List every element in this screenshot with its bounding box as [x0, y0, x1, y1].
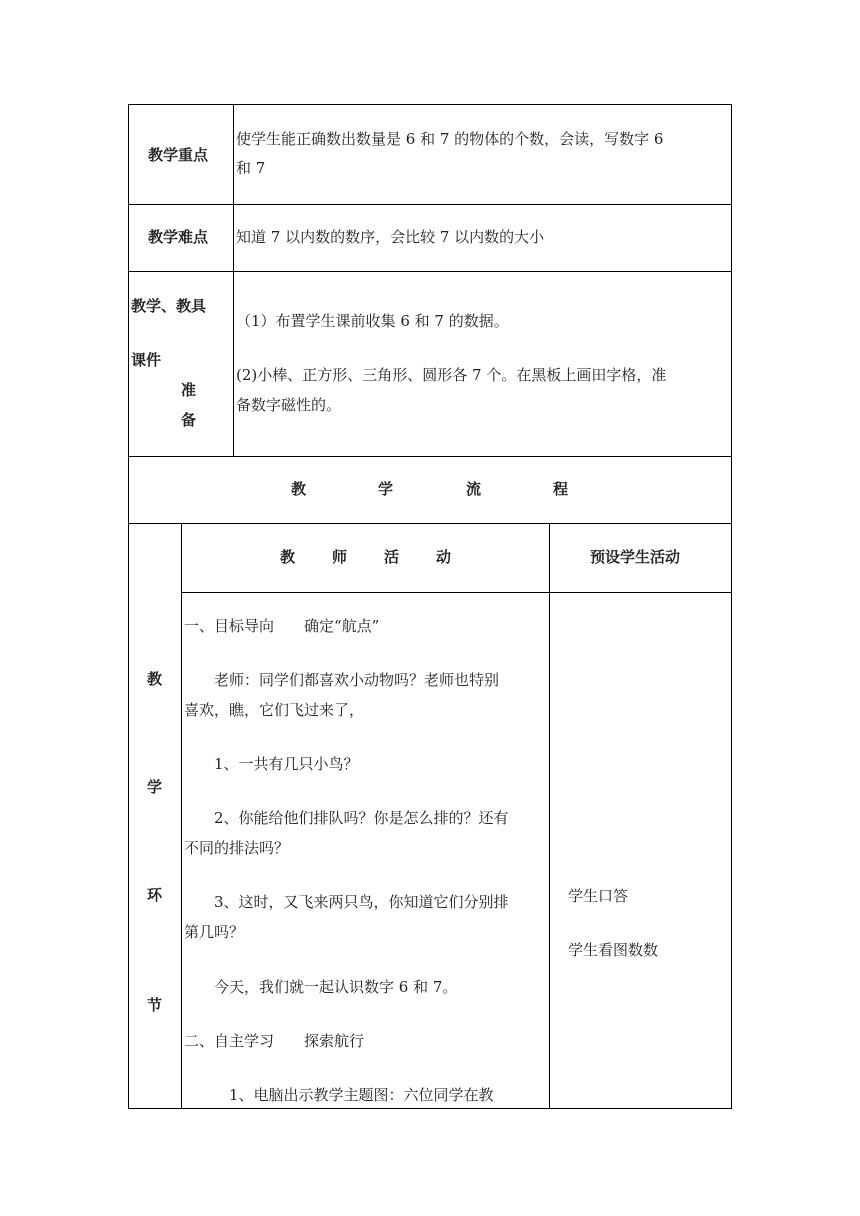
side-label-char: 教 [147, 670, 163, 688]
teacher-header-char: 活 [384, 548, 400, 566]
teacher-header-char: 教 [280, 548, 296, 566]
column-divider [233, 104, 234, 456]
teacher-header-char: 动 [436, 548, 452, 566]
prep-label-line-3: 准 [181, 381, 197, 399]
key-point-line-2: 和 7 [236, 159, 266, 177]
key-point-line-1: 使学生能正确数出数量是 6 和 7 的物体的个数，会读，写数字 6 [236, 130, 664, 148]
teacher-activity-line: 3、这时，又飞来两只鸟，你知道它们分别排 [184, 893, 509, 911]
column-divider [181, 523, 182, 1109]
teacher-activity-line: 喜欢，瞧，它们飞过来了， [184, 701, 365, 719]
difficulty-text: 知道 7 以内数的数序，会比较 7 以内数的大小 [236, 228, 545, 246]
row-divider [181, 592, 732, 593]
teacher-activity-line: 2、你能给他们排队吗？你是怎么排的？还有 [184, 809, 509, 827]
prep-item-2-line-1: (2)小棒、正方形、三角形、圆形各 7 个。在黑板上画田字格，准 [236, 366, 667, 384]
prep-label-line-2: 课件 [131, 351, 162, 369]
side-label-char: 节 [147, 996, 163, 1014]
student-activity-line: 学生口答 [568, 887, 629, 905]
key-point-label: 教学重点 [148, 146, 209, 164]
teacher-activity-line: 不同的排法吗？ [184, 839, 290, 857]
teacher-activity-line: 今天，我们就一起认识数字 6 和 7。 [184, 978, 458, 996]
teacher-activity-line: 1、电脑出示教学主题图：六位同学在教 [184, 1086, 494, 1104]
row-divider [128, 204, 732, 205]
column-divider [549, 523, 550, 1109]
difficulty-label: 教学难点 [148, 228, 209, 246]
student-header: 预设学生活动 [590, 548, 681, 566]
flow-title-char: 程 [553, 480, 569, 498]
teacher-header-char: 师 [332, 548, 348, 566]
prep-item-2-line-2: 备数字磁性的。 [236, 396, 342, 414]
flow-title-char: 流 [466, 480, 482, 498]
prep-label-line-1: 教学、教具 [131, 297, 207, 315]
student-activity-line: 学生看图数数 [568, 941, 659, 959]
teacher-activity-line: 第几吗？ [184, 923, 245, 941]
row-divider [128, 456, 732, 457]
flow-title-char: 教 [291, 480, 307, 498]
teacher-activity-line: 老师：同学们都喜欢小动物吗？老师也特别 [184, 671, 500, 689]
prep-item-1: （1）布置学生课前收集 6 和 7 的数据。 [236, 312, 509, 330]
teacher-activity-line: 1、一共有几只小鸟？ [184, 755, 359, 773]
flow-title-char: 学 [378, 480, 394, 498]
row-divider [128, 523, 732, 524]
teacher-activity-line: 一、目标导向 确定“航点” [184, 617, 380, 635]
prep-label-line-4: 备 [181, 411, 197, 429]
side-label-char: 学 [147, 778, 163, 796]
row-divider [128, 271, 732, 272]
side-label-char: 环 [147, 886, 163, 904]
teacher-activity-line: 二、自主学习 探索航行 [184, 1032, 365, 1050]
